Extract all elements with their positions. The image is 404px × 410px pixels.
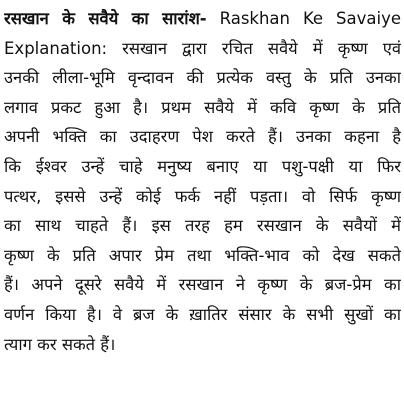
heading-line <box>4 4 401 34</box>
paragraph-line: पत्थर, इससे उन्हें कोई फर्क नहीं पड़ता। वो सिर्फ कृष्ण <box>4 186 401 206</box>
paragraph-line: का साथ चाहते हैं। इस तरह हम रसखान के सवैयों में <box>4 216 401 236</box>
heading-title: रसखान के सवैये का सारांश- <box>4 9 207 28</box>
paragraph-line: उनकी लीला-भूमि वृन्दावन की प्रत्येक वस्तु के प्रति उनका <box>4 68 401 88</box>
paragraph-line: हैं। अपने दूसरे सवैये में रसखान ने कृष्ण के ब्रज-प्रेम का <box>4 275 401 295</box>
paragraph-line: वर्णन किया है। वे ब्रज के ख़ातिर संसार के सभी सुखों का <box>4 304 401 324</box>
paragraph-line: त्याग कर सकते हैं। <box>4 334 116 354</box>
paragraph-line: लगाव प्रकट हुआ है। प्रथम सवैये में कवि कृष्ण के प्रति <box>4 97 401 117</box>
paragraph-line: कृष्ण के प्रति अपार प्रेम तथा भक्ति-भाव को देख सकते <box>4 245 401 265</box>
paragraph-line: अपनी भक्ति का उदाहरण पेश करते हैं। उनका कहना है <box>4 127 401 147</box>
heading-subtitle: Raskhan Ke Savaiye <box>206 9 401 28</box>
paragraph-line: Explanation: रसखान द्वारा रचित सवैये में कृष्ण एवं <box>4 38 401 58</box>
paragraph-line: कि ईश्वर उन्हें चाहे मनुष्य बनाए या पशु-पक्षी या फिर <box>4 156 401 176</box>
